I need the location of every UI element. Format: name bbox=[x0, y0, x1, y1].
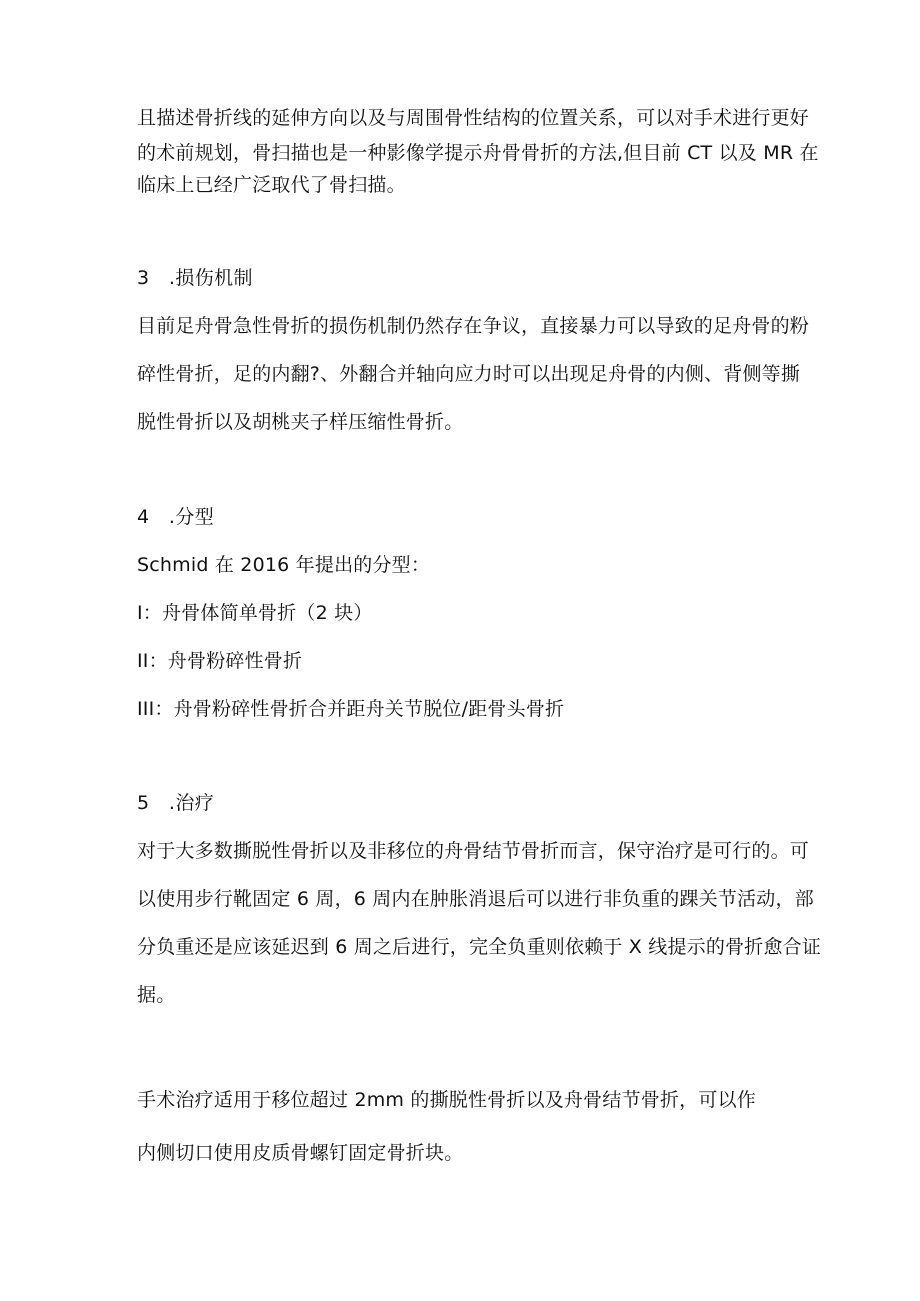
section-3-line-2: 碎性骨折，足的内翻?、外翻合并轴向应力时可以出现足舟骨的内侧、背侧等撕 bbox=[137, 363, 801, 385]
section-5-heading: 5 .治疗 bbox=[137, 792, 215, 814]
type-ii-item: II：舟骨粉碎性骨折 bbox=[137, 650, 303, 672]
section-5-line-3: 分负重还是应该延迟到 6 周之后进行，完全负重则依赖于 X 线提示的骨折愈合证 bbox=[137, 936, 822, 958]
section-3-heading: 3 .损伤机制 bbox=[137, 267, 253, 289]
surgery-paragraph-line-1: 手术治疗适用于移位超过 2mm 的撕脱性骨折以及舟骨结节骨折，可以作 bbox=[137, 1089, 756, 1111]
paragraph-1-line-1: 且描述骨折线的延伸方向以及与周围骨性结构的位置关系，可以对手术进行更好 bbox=[137, 107, 810, 129]
section-5-line-1: 对于大多数撕脱性骨折以及非移位的舟骨结节骨折而言，保守治疗是可行的。可 bbox=[137, 840, 810, 862]
section-4-intro: Schmid 在 2016 年提出的分型： bbox=[137, 554, 431, 576]
type-i-item: I：舟骨体简单骨折（2 块） bbox=[137, 602, 373, 624]
section-3-line-1: 目前足舟骨急性骨折的损伤机制仍然存在争议，直接暴力可以导致的足舟骨的粉 bbox=[137, 315, 810, 337]
paragraph-1-line-3: 临床上已经广泛取代了骨扫描。 bbox=[137, 174, 406, 196]
section-3-line-3: 脱性骨折以及胡桃夹子样压缩性骨折。 bbox=[137, 411, 464, 433]
surgery-paragraph-line-2: 内侧切口使用皮质骨螺钉固定骨折块。 bbox=[137, 1142, 464, 1164]
section-5-line-4: 据。 bbox=[137, 984, 176, 1006]
section-4-heading: 4 .分型 bbox=[137, 506, 215, 528]
paragraph-1-line-2: 的术前规划，骨扫描也是一种影像学提示舟骨骨折的方法,但目前 CT 以及 MR 在 bbox=[137, 142, 819, 164]
section-5-line-2: 以使用步行靴固定 6 周，6 周内在肿胀消退后可以进行非负重的踝关节活动，部 bbox=[137, 888, 814, 910]
type-iii-item: III：舟骨粉碎性骨折合并距舟关节脱位/距骨头骨折 bbox=[137, 698, 565, 720]
